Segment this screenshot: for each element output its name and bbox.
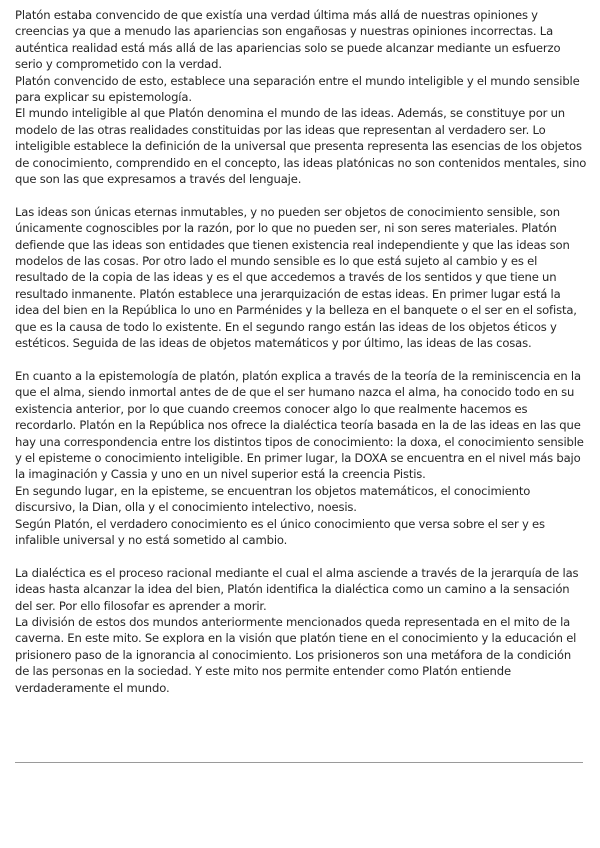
document-body — [15, 7, 587, 696]
paragraph-dialectic: La dialéctica es el proceso racional mediante el cual el alma asciende a través de la jerarquía de las ideas hasta alcanzar la idea del bien, Platón identifica la dialéctica como un camino a la sensación del ser. Por ello filosofar es aprender a morir. — [15, 565, 579, 613]
paragraph-cave-myth: La división de estos dos mundos anteriormente mencionados queda representada en el mito de la caverna. En este mito. Se explora en la visión que platón tiene en el conocimiento y la educación el prisionero paso de la ignorancia al conocimiento. Los prisioneros son una metáfora de la condición de las personas en la sociedad. Y este mito nos permite entender como Platón entiende verdaderamente el mundo. — [15, 614, 577, 695]
paragraph-separation: Platón convencido de esto, establece una separación entre el mundo inteligible y el mundo sensible para explicar su epistemología. — [15, 73, 580, 105]
paragraph-episteme: En segundo lugar, en la episteme, se encuentran los objetos matemáticos, el conocimiento discursivo, la Dian, olla y el conocimiento intelectivo, noesis. — [15, 483, 531, 515]
paragraph-spacer — [15, 548, 587, 564]
paragraph-ideas: Las ideas son únicas eternas inmutables, y no pueden ser objetos de conocimiento sensible, son únicamente cognoscibles por la razón, por lo que no pueden ser, ni son seres materiales. Platón defiende que las ideas son entidades que tienen existencia real independiente y que las ideas son modelos de las cosas. Por otro lado el mundo sensible es lo que está sujeto al cambio y es el resultado de la copia de las ideas y es el que accedemos a través de los sentidos y que tiene un resultado inmanente. Platón establece una jerarquización de estas ideas. En primer lugar está la idea del bien en la República lo uno en Parménides y la belleza en el banquete o el ser en el sofista, que es la causa de todo lo existente. En el segundo rango están las ideas de los objetos éticos y estéticos. Seguida de las ideas de objetos matemáticos y por último, las ideas de las cosas. — [15, 204, 577, 351]
paragraph-true-knowledge: Según Platón, el verdadero conocimiento es el único conocimiento que versa sobre el ser y es infalible universal y no está sometido al cambio. — [15, 516, 545, 547]
paragraph-epistemology: En cuanto a la epistemología de platón, platón explica a través de la teoría de la reminiscencia en la que el alma, siendo inmortal antes de de que el ser humano nazca el alma, ha conocido todo en su existencia anterior, por lo que cuando creemos conocer algo lo que realmente hacemos es recordarlo. Platón en la República nos ofrece la dialéctica teoría basada en la de las ideas en las que hay una correspondencia entre los distintos tipos de conocimiento: la doxa, el conocimiento sensible y el episteme o conocimiento inteligible. En primer lugar, la DOXA se encuentra en el nivel más bajo la imaginación y Cassia y uno en un nivel superior está la creencia Pistis. — [15, 368, 584, 482]
horizontal-divider — [15, 762, 583, 763]
paragraph-spacer — [15, 352, 587, 368]
paragraph-intro: Platón estaba convencido de que existía una verdad última más allá de nuestras opiniones y creencias ya que a menudo las apariencias son engañosas y nuestras opiniones incorrectas. La auténtica realidad está más allá de las apariencias solo se puede alcanzar mediante un esfuerzo serio y comprometido con la verdad. — [15, 8, 561, 72]
paragraph-spacer — [15, 187, 587, 203]
paragraph-intelligible-world: El mundo inteligible al que Platón denomina el mundo de las ideas. Además, se constituye por un modelo de las otras realidades constituidas por las ideas que representan al verdadero ser. Lo inteligible establece la definición de la universal que presenta representa las esencias de los objetos de conocimiento, comprendido en el concepto, las ideas platónicas no son contenidos mentales, sino que son las que expresamos a través del lenguaje. — [15, 106, 587, 187]
